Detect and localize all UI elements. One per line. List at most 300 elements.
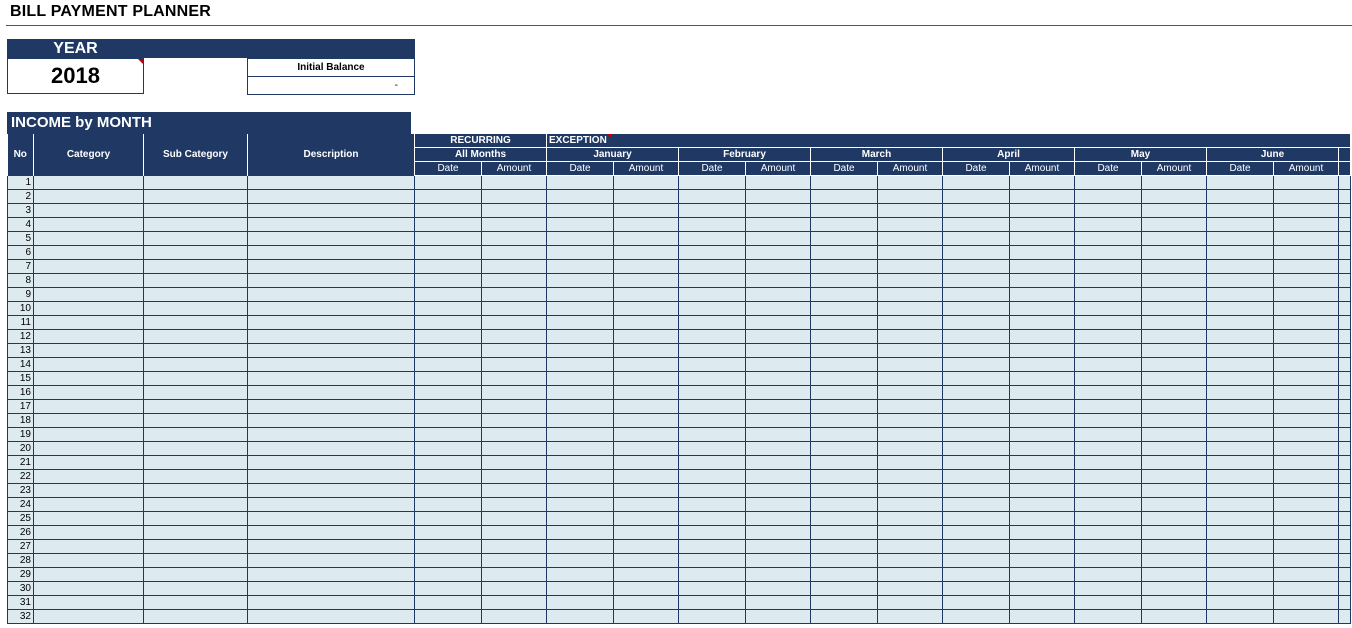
table-cell[interactable] [248,344,415,358]
table-cell[interactable] [1339,232,1351,246]
table-cell[interactable] [547,246,614,260]
table-cell[interactable] [482,386,547,400]
table-cell[interactable] [811,344,878,358]
table-cell[interactable] [1339,540,1351,554]
table-cell[interactable] [144,176,248,190]
table-cell[interactable] [811,414,878,428]
table-cell[interactable] [679,386,746,400]
table-cell[interactable] [415,288,482,302]
table-cell[interactable] [1207,582,1274,596]
table-cell[interactable] [746,596,811,610]
table-cell[interactable] [1274,190,1339,204]
table-cell[interactable] [1207,204,1274,218]
table-cell[interactable] [1207,288,1274,302]
table-cell[interactable] [878,470,943,484]
table-cell[interactable] [248,540,415,554]
table-cell[interactable] [1207,260,1274,274]
table-cell[interactable] [547,302,614,316]
table-cell[interactable] [746,512,811,526]
table-cell[interactable] [144,428,248,442]
table-cell[interactable] [679,344,746,358]
table-cell[interactable] [746,498,811,512]
table-cell[interactable] [547,554,614,568]
table-cell[interactable] [34,512,144,526]
table-cell[interactable] [144,568,248,582]
table-cell[interactable] [878,190,943,204]
table-cell[interactable] [614,372,679,386]
table-cell[interactable] [144,302,248,316]
table-cell[interactable] [1274,176,1339,190]
table-cell[interactable] [248,246,415,260]
table-cell[interactable] [1207,344,1274,358]
table-cell[interactable] [1142,190,1207,204]
table-cell[interactable] [811,568,878,582]
table-cell[interactable] [1274,330,1339,344]
table-cell[interactable] [482,218,547,232]
table-cell[interactable] [547,316,614,330]
table-cell[interactable] [614,316,679,330]
table-cell[interactable] [1010,176,1075,190]
table-cell[interactable] [811,316,878,330]
table-cell[interactable] [943,442,1010,456]
table-cell[interactable] [1010,260,1075,274]
table-cell[interactable] [1207,540,1274,554]
table-cell[interactable] [679,428,746,442]
table-cell[interactable] [1274,512,1339,526]
table-cell[interactable] [248,582,415,596]
table-cell[interactable] [415,218,482,232]
table-cell[interactable] [482,260,547,274]
table-cell[interactable] [943,386,1010,400]
table-cell[interactable] [1339,288,1351,302]
table-cell[interactable] [547,232,614,246]
table-cell[interactable] [1274,274,1339,288]
table-cell[interactable] [1010,428,1075,442]
table-cell[interactable] [1339,400,1351,414]
table-cell[interactable] [1339,554,1351,568]
table-cell[interactable] [811,498,878,512]
table-cell[interactable] [878,260,943,274]
table-cell[interactable] [482,554,547,568]
table-cell[interactable] [144,470,248,484]
table-cell[interactable] [144,596,248,610]
table-cell[interactable] [878,596,943,610]
year-input[interactable] [7,58,144,94]
table-cell[interactable] [1010,274,1075,288]
table-cell[interactable] [614,512,679,526]
table-cell[interactable] [248,232,415,246]
table-cell[interactable] [1010,372,1075,386]
table-cell[interactable] [1207,218,1274,232]
table-cell[interactable] [482,358,547,372]
table-cell[interactable] [1142,204,1207,218]
table-cell[interactable] [482,512,547,526]
table-cell[interactable] [614,428,679,442]
table-cell[interactable] [943,246,1010,260]
table-cell[interactable] [811,442,878,456]
table-cell[interactable] [547,344,614,358]
table-cell[interactable] [746,204,811,218]
table-cell[interactable] [1207,358,1274,372]
table-cell[interactable] [943,330,1010,344]
table-cell[interactable] [943,232,1010,246]
table-cell[interactable] [1339,190,1351,204]
table-cell[interactable] [1339,260,1351,274]
table-cell[interactable] [1339,442,1351,456]
table-cell[interactable] [878,288,943,302]
table-cell[interactable] [1207,274,1274,288]
table-cell[interactable] [248,372,415,386]
table-cell[interactable] [1142,232,1207,246]
table-cell[interactable] [614,582,679,596]
table-cell[interactable] [1274,400,1339,414]
table-cell[interactable] [878,330,943,344]
table-cell[interactable] [482,596,547,610]
table-cell[interactable] [1010,540,1075,554]
table-cell[interactable] [1339,176,1351,190]
table-cell[interactable] [679,218,746,232]
table-cell[interactable] [679,568,746,582]
table-cell[interactable] [1010,568,1075,582]
table-cell[interactable] [878,386,943,400]
table-cell[interactable] [811,596,878,610]
table-cell[interactable] [811,218,878,232]
table-cell[interactable] [1339,456,1351,470]
table-cell[interactable] [746,526,811,540]
table-cell[interactable] [1207,232,1274,246]
table-cell[interactable] [679,582,746,596]
table-cell[interactable] [248,204,415,218]
table-cell[interactable] [1075,526,1142,540]
table-cell[interactable] [144,400,248,414]
table-cell[interactable] [482,288,547,302]
table-cell[interactable] [1142,456,1207,470]
table-cell[interactable] [746,302,811,316]
table-cell[interactable] [144,386,248,400]
table-cell[interactable] [811,428,878,442]
table-cell[interactable] [1207,484,1274,498]
table-cell[interactable] [1010,330,1075,344]
table-cell[interactable] [1274,260,1339,274]
table-cell[interactable] [1142,316,1207,330]
table-cell[interactable] [1075,442,1142,456]
table-cell[interactable] [943,218,1010,232]
table-cell[interactable] [1142,246,1207,260]
table-cell[interactable] [1142,400,1207,414]
table-cell[interactable] [746,274,811,288]
table-cell[interactable] [679,498,746,512]
table-cell[interactable] [1142,288,1207,302]
table-cell[interactable] [34,372,144,386]
table-cell[interactable] [34,526,144,540]
table-cell[interactable] [746,554,811,568]
table-cell[interactable] [547,568,614,582]
table-cell[interactable] [679,512,746,526]
table-cell[interactable] [415,232,482,246]
table-cell[interactable] [248,526,415,540]
table-cell[interactable] [144,372,248,386]
table-cell[interactable] [614,554,679,568]
table-cell[interactable] [248,176,415,190]
table-cell[interactable] [1142,260,1207,274]
table-cell[interactable] [943,596,1010,610]
table-cell[interactable] [1142,358,1207,372]
table-cell[interactable] [34,176,144,190]
table-cell[interactable] [1010,288,1075,302]
table-cell[interactable] [1142,512,1207,526]
table-cell[interactable] [1142,498,1207,512]
table-cell[interactable] [1339,470,1351,484]
table-cell[interactable] [415,358,482,372]
table-cell[interactable] [943,470,1010,484]
table-cell[interactable] [144,260,248,274]
table-cell[interactable] [482,414,547,428]
table-cell[interactable] [811,330,878,344]
table-cell[interactable] [943,204,1010,218]
table-cell[interactable] [614,302,679,316]
table-cell[interactable] [679,316,746,330]
table-cell[interactable] [482,204,547,218]
table-cell[interactable] [679,372,746,386]
table-cell[interactable] [415,554,482,568]
table-cell[interactable] [415,330,482,344]
table-cell[interactable] [943,372,1010,386]
table-cell[interactable] [34,316,144,330]
table-cell[interactable] [943,414,1010,428]
table-cell[interactable] [144,246,248,260]
table-cell[interactable] [482,400,547,414]
table-cell[interactable] [415,344,482,358]
table-cell[interactable] [1339,512,1351,526]
table-cell[interactable] [878,512,943,526]
table-cell[interactable] [1010,484,1075,498]
table-cell[interactable] [1010,526,1075,540]
table-cell[interactable] [1274,372,1339,386]
table-cell[interactable] [943,512,1010,526]
table-cell[interactable] [614,470,679,484]
table-cell[interactable] [34,582,144,596]
table-cell[interactable] [1075,288,1142,302]
table-cell[interactable] [943,428,1010,442]
table-cell[interactable] [1207,400,1274,414]
table-cell[interactable] [811,400,878,414]
table-cell[interactable] [878,540,943,554]
table-cell[interactable] [614,288,679,302]
table-cell[interactable] [144,358,248,372]
table-cell[interactable] [34,386,144,400]
table-cell[interactable] [614,330,679,344]
table-cell[interactable] [746,540,811,554]
table-cell[interactable] [482,526,547,540]
table-cell[interactable] [1207,596,1274,610]
table-cell[interactable] [679,330,746,344]
table-cell[interactable] [1274,568,1339,582]
table-cell[interactable] [614,260,679,274]
table-cell[interactable] [811,610,878,624]
table-cell[interactable] [1339,358,1351,372]
table-cell[interactable] [679,442,746,456]
table-cell[interactable] [1075,386,1142,400]
table-cell[interactable] [811,232,878,246]
table-cell[interactable] [746,610,811,624]
table-cell[interactable] [547,386,614,400]
table-cell[interactable] [144,526,248,540]
table-cell[interactable] [248,456,415,470]
table-cell[interactable] [1339,302,1351,316]
table-cell[interactable] [547,526,614,540]
table-cell[interactable] [415,204,482,218]
table-cell[interactable] [746,344,811,358]
table-cell[interactable] [1142,372,1207,386]
table-cell[interactable] [547,274,614,288]
table-cell[interactable] [811,386,878,400]
table-cell[interactable] [1207,316,1274,330]
table-cell[interactable] [1075,330,1142,344]
table-cell[interactable] [679,232,746,246]
table-cell[interactable] [1339,568,1351,582]
table-cell[interactable] [1075,596,1142,610]
table-cell[interactable] [811,288,878,302]
table-cell[interactable] [878,456,943,470]
table-cell[interactable] [614,442,679,456]
table-cell[interactable] [1207,554,1274,568]
table-cell[interactable] [1142,596,1207,610]
table-cell[interactable] [144,554,248,568]
table-cell[interactable] [1075,176,1142,190]
table-cell[interactable] [482,540,547,554]
table-cell[interactable] [547,218,614,232]
table-cell[interactable] [415,526,482,540]
table-cell[interactable] [415,610,482,624]
table-cell[interactable] [614,526,679,540]
table-cell[interactable] [1075,554,1142,568]
table-cell[interactable] [1274,386,1339,400]
table-cell[interactable] [482,330,547,344]
table-cell[interactable] [1142,484,1207,498]
table-cell[interactable] [878,246,943,260]
table-cell[interactable] [1010,204,1075,218]
table-cell[interactable] [547,456,614,470]
table-cell[interactable] [878,568,943,582]
table-cell[interactable] [943,288,1010,302]
table-cell[interactable] [144,582,248,596]
table-cell[interactable] [1274,596,1339,610]
table-cell[interactable] [1274,218,1339,232]
table-cell[interactable] [415,260,482,274]
table-cell[interactable] [415,400,482,414]
table-cell[interactable] [1010,582,1075,596]
table-cell[interactable] [878,344,943,358]
table-cell[interactable] [34,442,144,456]
table-cell[interactable] [248,498,415,512]
table-cell[interactable] [1142,302,1207,316]
table-cell[interactable] [1010,442,1075,456]
table-cell[interactable] [679,260,746,274]
table-cell[interactable] [614,540,679,554]
table-cell[interactable] [811,358,878,372]
table-cell[interactable] [1207,568,1274,582]
table-cell[interactable] [144,512,248,526]
table-cell[interactable] [1339,484,1351,498]
table-cell[interactable] [34,540,144,554]
table-cell[interactable] [614,400,679,414]
table-cell[interactable] [1075,484,1142,498]
table-cell[interactable] [547,428,614,442]
table-cell[interactable] [144,456,248,470]
table-cell[interactable] [1075,260,1142,274]
table-cell[interactable] [746,484,811,498]
table-cell[interactable] [1075,400,1142,414]
table-cell[interactable] [248,596,415,610]
table-cell[interactable] [1339,596,1351,610]
table-cell[interactable] [1010,386,1075,400]
table-cell[interactable] [1075,274,1142,288]
table-cell[interactable] [1207,428,1274,442]
table-cell[interactable] [878,372,943,386]
table-cell[interactable] [547,204,614,218]
table-cell[interactable] [34,484,144,498]
table-cell[interactable] [614,456,679,470]
table-cell[interactable] [943,274,1010,288]
table-cell[interactable] [482,316,547,330]
table-cell[interactable] [811,554,878,568]
table-cell[interactable] [943,302,1010,316]
table-cell[interactable] [1142,218,1207,232]
table-cell[interactable] [144,414,248,428]
table-cell[interactable] [746,568,811,582]
table-cell[interactable] [415,456,482,470]
table-cell[interactable] [482,232,547,246]
table-cell[interactable] [34,246,144,260]
table-cell[interactable] [811,274,878,288]
table-cell[interactable] [878,274,943,288]
table-cell[interactable] [943,582,1010,596]
table-cell[interactable] [943,456,1010,470]
table-cell[interactable] [943,568,1010,582]
table-cell[interactable] [1075,414,1142,428]
table-cell[interactable] [614,218,679,232]
table-cell[interactable] [1207,610,1274,624]
table-cell[interactable] [746,190,811,204]
table-cell[interactable] [746,400,811,414]
table-cell[interactable] [614,358,679,372]
table-cell[interactable] [878,526,943,540]
table-cell[interactable] [547,582,614,596]
table-cell[interactable] [482,190,547,204]
table-cell[interactable] [144,232,248,246]
table-cell[interactable] [1075,218,1142,232]
table-cell[interactable] [679,414,746,428]
table-cell[interactable] [1075,428,1142,442]
table-cell[interactable] [1142,568,1207,582]
table-cell[interactable] [34,610,144,624]
table-cell[interactable] [746,218,811,232]
table-cell[interactable] [1339,330,1351,344]
table-cell[interactable] [878,176,943,190]
table-cell[interactable] [1010,190,1075,204]
table-cell[interactable] [746,442,811,456]
table-cell[interactable] [943,526,1010,540]
table-cell[interactable] [679,302,746,316]
table-cell[interactable] [1339,414,1351,428]
table-cell[interactable] [1010,456,1075,470]
table-cell[interactable] [1010,512,1075,526]
table-cell[interactable] [547,176,614,190]
table-cell[interactable] [248,260,415,274]
table-cell[interactable] [415,442,482,456]
table-cell[interactable] [746,386,811,400]
table-cell[interactable] [746,358,811,372]
